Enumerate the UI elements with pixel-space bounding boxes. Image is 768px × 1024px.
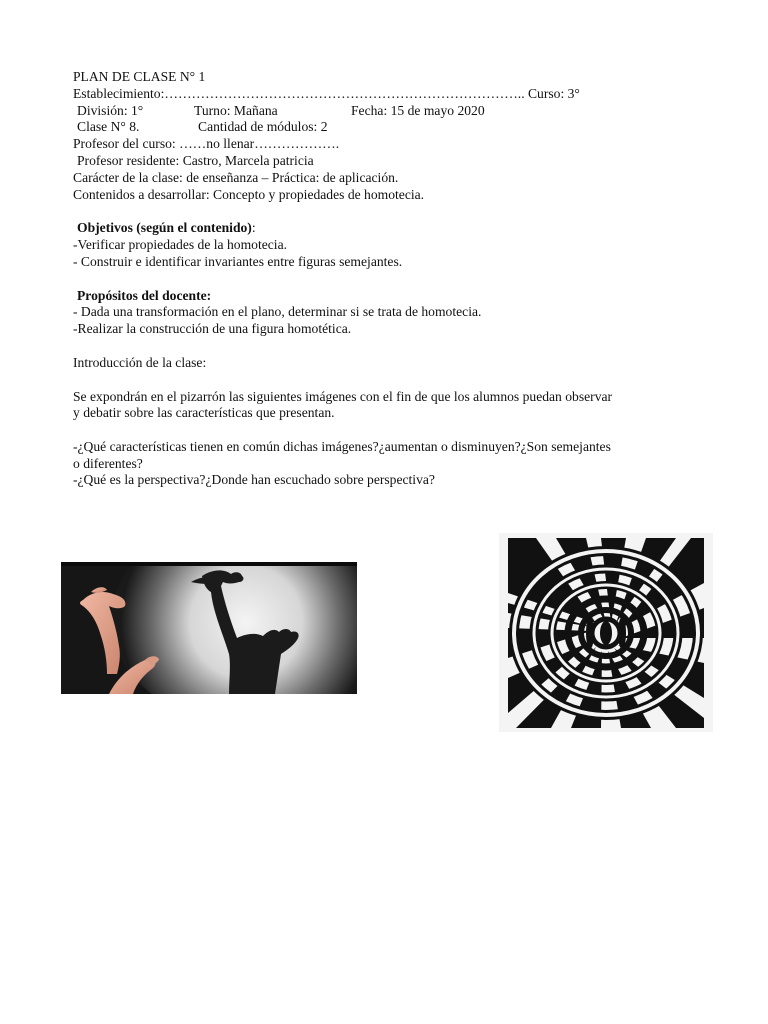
question-line: -¿Qué es la perspectiva?¿Donde han escuchado sobre perspectiva?	[73, 472, 435, 487]
turno-field: Turno: Mañana	[194, 103, 278, 118]
objetivos-heading	[77, 220, 256, 236]
spiral-illustration	[499, 533, 713, 732]
objetivo-item: -Verificar propiedades de la homotecia.	[73, 237, 288, 252]
proposito-item: - Dada una transformación en el plano, determinar si se trata de homotecia.	[73, 304, 482, 319]
objetivos-heading-colon: :	[251, 220, 256, 235]
establecimiento-line: Establecimiento:…………………………………………………………………….. Curso: 3°	[73, 86, 580, 101]
modulos-field: Cantidad de módulos: 2	[198, 119, 328, 134]
caracter-line: Carácter de la clase: de enseñanza – Práctica: de aplicación.	[73, 170, 399, 185]
objetivos-heading-text: Objetivos (según el contenido)	[77, 220, 252, 235]
introduccion-paragraph-line: Se expondrán en el pizarrón las siguientes imágenes con el fin de que los alumnos puedan observar	[73, 389, 613, 404]
clase-field: Clase N° 8.	[77, 119, 140, 134]
contenidos-line: Contenidos a desarrollar: Concepto y propiedades de homotecia.	[73, 187, 425, 202]
profesor-curso-line: Profesor del curso: ……no llenar……………….	[73, 136, 340, 151]
question-line: -¿Qué características tienen en común dichas imágenes?¿aumentan o disminuyen?¿Son semejantes	[73, 439, 611, 454]
fecha-field: Fecha: 15 de mayo 2020	[351, 103, 485, 118]
clase-row	[77, 119, 477, 135]
objetivo-item: - Construir e identificar invariantes entre figuras semejantes.	[73, 254, 403, 269]
shadow-puppet-illustration	[61, 562, 357, 694]
introduccion-heading: Introducción de la clase:	[73, 355, 207, 370]
propositos-heading: Propósitos del docente:	[77, 288, 212, 303]
profesor-residente-line: Profesor residente: Castro, Marcela patricia	[77, 153, 314, 168]
hand-shadow-puppet-photo	[61, 562, 357, 694]
page-title: PLAN DE CLASE N° 1	[73, 69, 206, 84]
question-line: o diferentes?	[73, 456, 143, 471]
division-row	[77, 103, 597, 119]
proposito-item: -Realizar la construcción de una figura homotética.	[73, 321, 352, 336]
introduccion-paragraph-line: y debatir sobre las características que presentan.	[73, 405, 335, 420]
division-field: División: 1°	[77, 103, 144, 118]
op-art-spiral-illusion	[499, 533, 713, 732]
